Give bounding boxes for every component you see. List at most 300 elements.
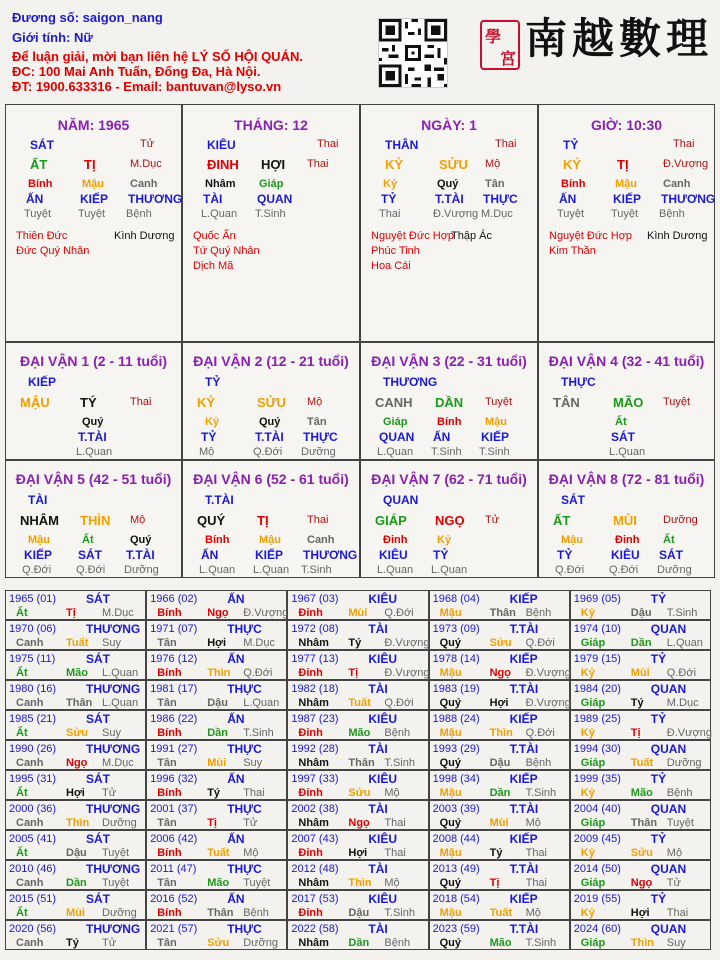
year-stem: Giáp — [580, 877, 606, 889]
pillar-title: THÁNG: 12 — [234, 117, 308, 133]
year-branch: Mùi — [348, 607, 368, 619]
year-label: 1965 (01) — [9, 593, 57, 605]
hidden-stem: Mậu — [561, 534, 583, 546]
dai-van-stem: NHÂM — [20, 513, 59, 528]
hidden-god: QUAN — [379, 430, 415, 444]
year-phase: Đ.Vượng — [384, 637, 430, 649]
year-branch: Ngọ — [207, 607, 229, 619]
year-god: KIẾP — [509, 892, 538, 906]
year-phase: T.Sinh — [243, 727, 274, 739]
hidden-god: TÀI — [203, 192, 223, 206]
dai-van-god: KIẾP — [28, 375, 57, 389]
year-stem: Quý — [439, 877, 461, 889]
year-stem: Quý — [439, 937, 461, 949]
year-phase: Tử — [102, 937, 117, 949]
year-cell — [287, 770, 428, 800]
year-cell — [5, 920, 146, 950]
hidden-god: KIÊU — [611, 548, 640, 562]
year-branch: Hợi — [348, 847, 368, 859]
year-branch: Thìn — [207, 667, 231, 679]
hidden-phase: Tuyệt — [24, 208, 52, 220]
year-branch: Hợi — [630, 907, 650, 919]
hidden-phase: Bệnh — [126, 208, 152, 220]
year-phase: L.Quan — [102, 667, 139, 679]
dai-van-box — [538, 460, 715, 578]
hidden-stem: Giáp — [259, 178, 284, 190]
year-god: KIÊU — [368, 712, 398, 726]
hidden-stem: Tân — [307, 416, 327, 428]
year-phase: T.Sinh — [525, 937, 557, 949]
year-branch: Thân — [207, 907, 234, 919]
pillar-stem-god: SÁT — [30, 138, 54, 152]
hidden-phase: Dưỡng — [124, 564, 159, 576]
red-seal-stamp: 學 宮 — [480, 20, 520, 70]
year-cell — [287, 920, 428, 950]
phone-email-line: ĐT: 1900.633316 - Email: bantuvan@lyso.vn — [12, 79, 282, 94]
year-branch: Mùi — [66, 907, 85, 919]
hidden-phase: Tuyệt — [611, 208, 639, 220]
dai-van-stem: TÂN — [553, 395, 580, 410]
hidden-stem: Canh — [307, 534, 335, 546]
pillar-growth: Mộ — [485, 158, 501, 170]
hidden-phase: Q.Đới — [555, 564, 585, 576]
year-god: SÁT — [86, 772, 110, 786]
year-branch: Ngọ — [66, 757, 88, 769]
year-branch: Dậu — [348, 907, 370, 919]
year-god: KIÊU — [368, 832, 398, 846]
year-label: 1996 (32) — [150, 773, 198, 785]
year-branch: Mão — [489, 937, 512, 949]
hidden-god: THỰC — [483, 192, 518, 206]
year-label: 1995 (31) — [9, 773, 57, 785]
year-god: T.TÀI — [509, 742, 539, 756]
year-branch: Hợi — [207, 637, 227, 649]
dai-van-title: ĐẠI VẬN 1 (2 - 11 tuổi) — [19, 353, 168, 369]
year-branch: Tị — [489, 877, 500, 889]
hidden-phase: Q.Đới — [76, 564, 106, 576]
hidden-stem: Ất — [82, 534, 94, 546]
hidden-god: THƯƠNG — [661, 192, 716, 206]
year-god: THỰC — [227, 682, 262, 696]
pillar-branch: HỢI — [261, 157, 286, 172]
year-stem: Mậu — [439, 607, 462, 619]
year-god: T.TÀI — [509, 622, 539, 636]
year-stem: Mậu — [439, 667, 462, 679]
dai-van-god: SÁT — [561, 493, 585, 507]
year-label: 2003 (39) — [432, 803, 480, 815]
dai-van-stem: QUÝ — [197, 513, 226, 528]
hidden-stem: Quý — [130, 534, 152, 546]
logo-char-1: 南 — [525, 14, 568, 63]
year-branch: Tuất — [630, 757, 654, 769]
year-cell — [5, 680, 146, 710]
year-label: 2012 (48) — [291, 863, 339, 875]
year-god: QUAN — [650, 742, 687, 756]
year-stem: Giáp — [580, 757, 606, 769]
year-stem: Tân — [157, 937, 177, 949]
hidden-stem: Kỷ — [437, 534, 452, 546]
year-branch: Tuất — [489, 907, 512, 919]
year-branch: Thìn — [348, 877, 372, 889]
year-label: 2020 (56) — [9, 923, 57, 935]
year-phase: L.Quan — [243, 697, 280, 709]
year-label: 1990 (26) — [9, 743, 57, 755]
year-label: 1971 (07) — [150, 623, 198, 635]
dai-van-box — [5, 460, 182, 578]
year-phase: Tử — [666, 877, 681, 889]
pillar-stem: ẤT — [30, 157, 48, 172]
year-stem: Mậu — [439, 847, 462, 859]
year-label: 2014 (50) — [573, 863, 621, 875]
year-branch: Ngọ — [489, 667, 511, 679]
year-stem: Giáp — [580, 937, 606, 949]
year-stem: Bính — [157, 787, 182, 799]
hidden-phase: Đ.Vượng — [433, 208, 479, 220]
year-cell — [146, 620, 287, 650]
logo-char-4: 理 — [666, 14, 709, 63]
year-branch: Hợi — [489, 697, 509, 709]
dai-van-box — [182, 342, 360, 460]
year-phase: Dưỡng — [102, 817, 137, 829]
year-label: 1970 (06) — [9, 623, 57, 635]
hidden-god: ẤN — [26, 192, 44, 206]
star-auspicious: Nguyệt Đức Hợp — [371, 230, 455, 242]
year-god: ẤN — [227, 772, 245, 786]
hidden-phase: L.Quan — [609, 446, 646, 458]
dai-van-title: ĐẠI VẬN 3 (22 - 31 tuổi) — [371, 353, 527, 369]
year-phase: Q.Đới — [243, 667, 273, 679]
year-phase: Dưỡng — [102, 907, 137, 919]
year-cell — [287, 830, 428, 860]
year-label: 2000 (36) — [9, 803, 57, 815]
year-stem: Kỷ — [580, 847, 595, 859]
year-god: SÁT — [86, 592, 110, 606]
year-cell — [570, 680, 711, 710]
year-stem: Nhâm — [298, 877, 329, 889]
year-label: 1989 (25) — [573, 713, 621, 725]
year-phase: Mộ — [666, 847, 683, 859]
year-cell — [146, 740, 287, 770]
year-cell — [146, 680, 287, 710]
year-label: 1994 (30) — [573, 743, 621, 755]
year-branch: Mão — [348, 727, 371, 739]
hidden-god: ẤN — [559, 192, 577, 206]
year-god: ẤN — [227, 652, 245, 666]
year-phase: Q.Đới — [384, 607, 414, 619]
year-phase: Bệnh — [384, 937, 411, 949]
year-phase: Bệnh — [525, 607, 552, 619]
year-branch: Thân — [489, 607, 516, 619]
year-branch: Tuất — [66, 637, 89, 649]
year-label: 2019 (55) — [573, 893, 621, 905]
year-branch: Sửu — [489, 637, 512, 649]
year-label: 2017 (53) — [291, 893, 339, 905]
year-branch: Sửu — [630, 847, 653, 859]
pillar-branch: TỊ — [84, 157, 96, 172]
year-stem: Nhâm — [298, 937, 329, 949]
pillar-box — [360, 104, 538, 342]
year-god: THỰC — [227, 802, 262, 816]
star-other: Thập Ác — [451, 230, 492, 242]
dai-van-phase: Mộ — [130, 514, 146, 526]
star-other: Kình Dương — [114, 230, 175, 242]
year-cell — [570, 800, 711, 830]
year-stem: Kỷ — [580, 787, 595, 799]
year-branch: Thân — [66, 697, 93, 709]
year-stem: Nhâm — [298, 637, 329, 649]
logo-char-3: 數 — [619, 14, 662, 63]
hidden-stem: Quý — [437, 178, 459, 190]
dai-van-phase: Thai — [130, 396, 152, 408]
year-phase: L.Quan — [102, 697, 139, 709]
year-cell — [146, 710, 287, 740]
year-phase: M.Dục — [243, 637, 275, 649]
year-cell — [570, 860, 711, 890]
year-stem: Quý — [439, 697, 461, 709]
pillar-box — [538, 104, 715, 342]
year-god: THỰC — [227, 622, 262, 636]
year-cell — [570, 710, 711, 740]
year-god: TỶ — [650, 652, 667, 666]
year-cell — [570, 920, 711, 950]
year-label: 2016 (52) — [150, 893, 198, 905]
pillar-box — [5, 104, 182, 342]
year-god: TÀI — [368, 682, 388, 696]
year-phase: Suy — [243, 757, 263, 769]
dai-van-title: ĐẠI VẬN 8 (72 - 81 tuổi) — [548, 471, 705, 487]
year-phase: M.Dục — [102, 607, 134, 619]
year-stem: Ất — [16, 607, 28, 619]
year-god: TỶ — [650, 592, 667, 606]
year-cell — [5, 650, 146, 680]
year-stem: Ất — [16, 907, 28, 919]
hidden-phase: T.Sinh — [479, 446, 510, 458]
year-stem: Bính — [157, 847, 182, 859]
hidden-god: TỶ — [381, 192, 397, 206]
year-phase: Bệnh — [666, 787, 693, 799]
hidden-phase: Q.Đới — [253, 446, 283, 458]
year-cell — [429, 650, 570, 680]
year-branch: Dần — [207, 727, 228, 739]
hidden-phase: Dưỡng — [301, 446, 336, 458]
year-stem: Canh — [16, 637, 44, 649]
hidden-god: TỶ — [557, 548, 573, 562]
year-branch: Dần — [630, 637, 652, 649]
year-phase: Tử — [243, 817, 258, 829]
year-label: 1981 (17) — [150, 683, 198, 695]
year-label: 2008 (44) — [432, 833, 480, 845]
year-label: 1982 (18) — [291, 683, 339, 695]
year-cell — [146, 800, 287, 830]
year-cell — [429, 890, 570, 920]
hidden-god: SÁT — [78, 548, 102, 562]
year-stem: Đinh — [298, 667, 323, 679]
owner-name: Đương số: saigon_nang — [12, 10, 163, 25]
year-label: 1991 (27) — [150, 743, 198, 755]
hidden-god: THƯƠNG — [303, 548, 358, 562]
dai-van-stem: CANH — [375, 395, 413, 410]
year-branch: Mão — [630, 787, 653, 799]
year-label: 1992 (28) — [291, 743, 339, 755]
year-god: THƯƠNG — [86, 622, 141, 636]
year-label: 1985 (21) — [9, 713, 57, 725]
year-label: 1999 (35) — [573, 773, 621, 785]
dai-van-box — [538, 342, 715, 460]
year-stem: Đinh — [298, 847, 323, 859]
dai-van-title: ĐẠI VẬN 7 (62 - 71 tuổi) — [371, 471, 527, 487]
year-stem: Tân — [157, 877, 177, 889]
year-stem: Ất — [16, 667, 28, 679]
dai-van-phase: Dưỡng — [663, 514, 698, 526]
year-label: 2009 (45) — [573, 833, 621, 845]
year-cell — [146, 770, 287, 800]
year-god: QUAN — [650, 922, 687, 936]
year-label: 1980 (16) — [9, 683, 57, 695]
dai-van-god: TÀI — [28, 493, 48, 507]
year-stem: Mậu — [439, 727, 462, 739]
hidden-stem: Mậu — [259, 534, 281, 546]
year-branch: Thìn — [630, 937, 655, 949]
hidden-god: THƯƠNG — [128, 192, 183, 206]
year-label: 1977 (13) — [291, 653, 339, 665]
hidden-god: KIẾP — [24, 548, 53, 562]
hidden-phase: L.Quan — [76, 446, 113, 458]
year-label: 1984 (20) — [573, 683, 621, 695]
year-god: THỰC — [227, 922, 262, 936]
year-god: THỰC — [227, 862, 262, 876]
year-label: 2007 (43) — [291, 833, 339, 845]
dai-van-branch: SỬU — [257, 395, 286, 410]
pillar-box — [182, 104, 360, 342]
year-cell — [5, 590, 146, 620]
year-cell — [570, 620, 711, 650]
year-cell — [146, 920, 287, 950]
address-line: ĐC: 100 Mai Anh Tuấn, Đống Đa, Hà Nội. — [12, 64, 261, 79]
hidden-god: KIẾP — [80, 192, 109, 206]
logo-char-2: 越 — [572, 14, 615, 63]
dai-van-branch: MÙI — [613, 513, 637, 528]
year-branch: Ngọ — [348, 817, 370, 829]
year-god: KIÊU — [368, 652, 398, 666]
year-branch: Hợi — [66, 787, 85, 799]
hidden-god: QUAN — [257, 192, 293, 206]
pillar-branch: SỬU — [439, 157, 468, 172]
year-stem: Nhâm — [298, 757, 329, 769]
year-god: ẤN — [227, 832, 245, 846]
year-god: QUAN — [650, 802, 687, 816]
year-stem: Giáp — [580, 697, 606, 709]
star-auspicious: Kim Thần — [549, 245, 596, 257]
year-label: 1983 (19) — [432, 683, 480, 695]
year-label: 1988 (24) — [432, 713, 480, 725]
year-god: SÁT — [86, 652, 110, 666]
year-god: T.TÀI — [509, 862, 539, 876]
year-god: THƯƠNG — [86, 682, 141, 696]
hidden-god: ẤN — [201, 548, 219, 562]
hidden-god: THỰC — [303, 430, 338, 444]
star-auspicious: Đức Quý Nhân — [16, 245, 90, 257]
year-cell — [5, 830, 146, 860]
year-label: 1968 (04) — [432, 593, 480, 605]
hidden-phase: Tuyệt — [78, 208, 106, 220]
year-phase: Mộ — [243, 847, 259, 859]
year-cell — [570, 650, 711, 680]
dai-van-box — [360, 460, 538, 578]
year-phase: Mộ — [525, 817, 541, 829]
pillar-stem-god: KIÊU — [207, 138, 236, 152]
year-branch: Mùi — [489, 817, 509, 829]
year-phase: Suy — [102, 637, 121, 649]
year-cell — [570, 890, 711, 920]
pillar-title: NGÀY: 1 — [421, 117, 477, 133]
year-phase: Thai — [525, 847, 547, 859]
year-cell — [287, 620, 428, 650]
year-label: 1967 (03) — [291, 593, 339, 605]
year-branch: Dậu — [66, 847, 87, 859]
year-stem: Ất — [16, 847, 28, 859]
hidden-stem: Mậu — [615, 178, 637, 190]
year-phase: T.Sinh — [384, 907, 415, 919]
hidden-stem: Bính — [437, 416, 462, 428]
dai-van-stem: KỶ — [197, 395, 216, 410]
year-god: QUAN — [650, 622, 687, 636]
year-branch: Dần — [66, 877, 87, 889]
year-branch: Dậu — [489, 757, 511, 769]
year-label: 2006 (42) — [150, 833, 198, 845]
hidden-stem: Giáp — [383, 416, 408, 428]
hidden-stem: Quý — [259, 416, 281, 428]
hidden-stem: Tân — [485, 178, 505, 190]
year-label: 2005 (41) — [9, 833, 57, 845]
year-branch: Tị — [207, 817, 217, 829]
hidden-stem: Bính — [205, 534, 230, 546]
year-phase: Tuyệt — [666, 817, 694, 829]
hidden-god: T.TÀI — [126, 548, 155, 562]
year-cell — [287, 890, 428, 920]
hidden-god: KIẾP — [255, 548, 284, 562]
year-cell — [287, 860, 428, 890]
dai-van-phase: Tuyệt — [485, 396, 513, 408]
year-cell — [429, 680, 570, 710]
hidden-phase: Q.Đới — [22, 564, 52, 576]
hidden-stem: Canh — [663, 178, 691, 190]
hidden-phase: Dưỡng — [657, 564, 692, 576]
year-branch: Tý — [489, 847, 503, 859]
year-cell — [429, 590, 570, 620]
hidden-phase: L.Quan — [201, 208, 238, 220]
qr-code[interactable] — [378, 18, 448, 88]
year-branch: Ngọ — [630, 877, 653, 889]
dai-van-box — [360, 342, 538, 460]
year-label: 1975 (11) — [9, 653, 56, 665]
pillar-stem: KỶ — [563, 157, 582, 172]
year-stem: Kỷ — [580, 667, 595, 679]
year-cell — [570, 590, 711, 620]
year-label: 2004 (40) — [573, 803, 621, 815]
year-god: ẤN — [227, 712, 245, 726]
year-god: THỰC — [227, 742, 262, 756]
hidden-stem: Nhâm — [205, 178, 236, 190]
dai-van-title: ĐẠI VẬN 4 (32 - 41 tuổi) — [548, 353, 705, 369]
year-label: 1973 (09) — [432, 623, 480, 635]
year-label: 2015 (51) — [9, 893, 57, 905]
hidden-god: TỶ — [201, 430, 217, 444]
year-phase: Mộ — [384, 877, 400, 889]
year-stem: Mậu — [439, 787, 462, 799]
pillar-stem-god: TỶ — [563, 138, 579, 152]
year-branch: Sửu — [348, 787, 371, 799]
hidden-phase: L.Quan — [199, 564, 236, 576]
